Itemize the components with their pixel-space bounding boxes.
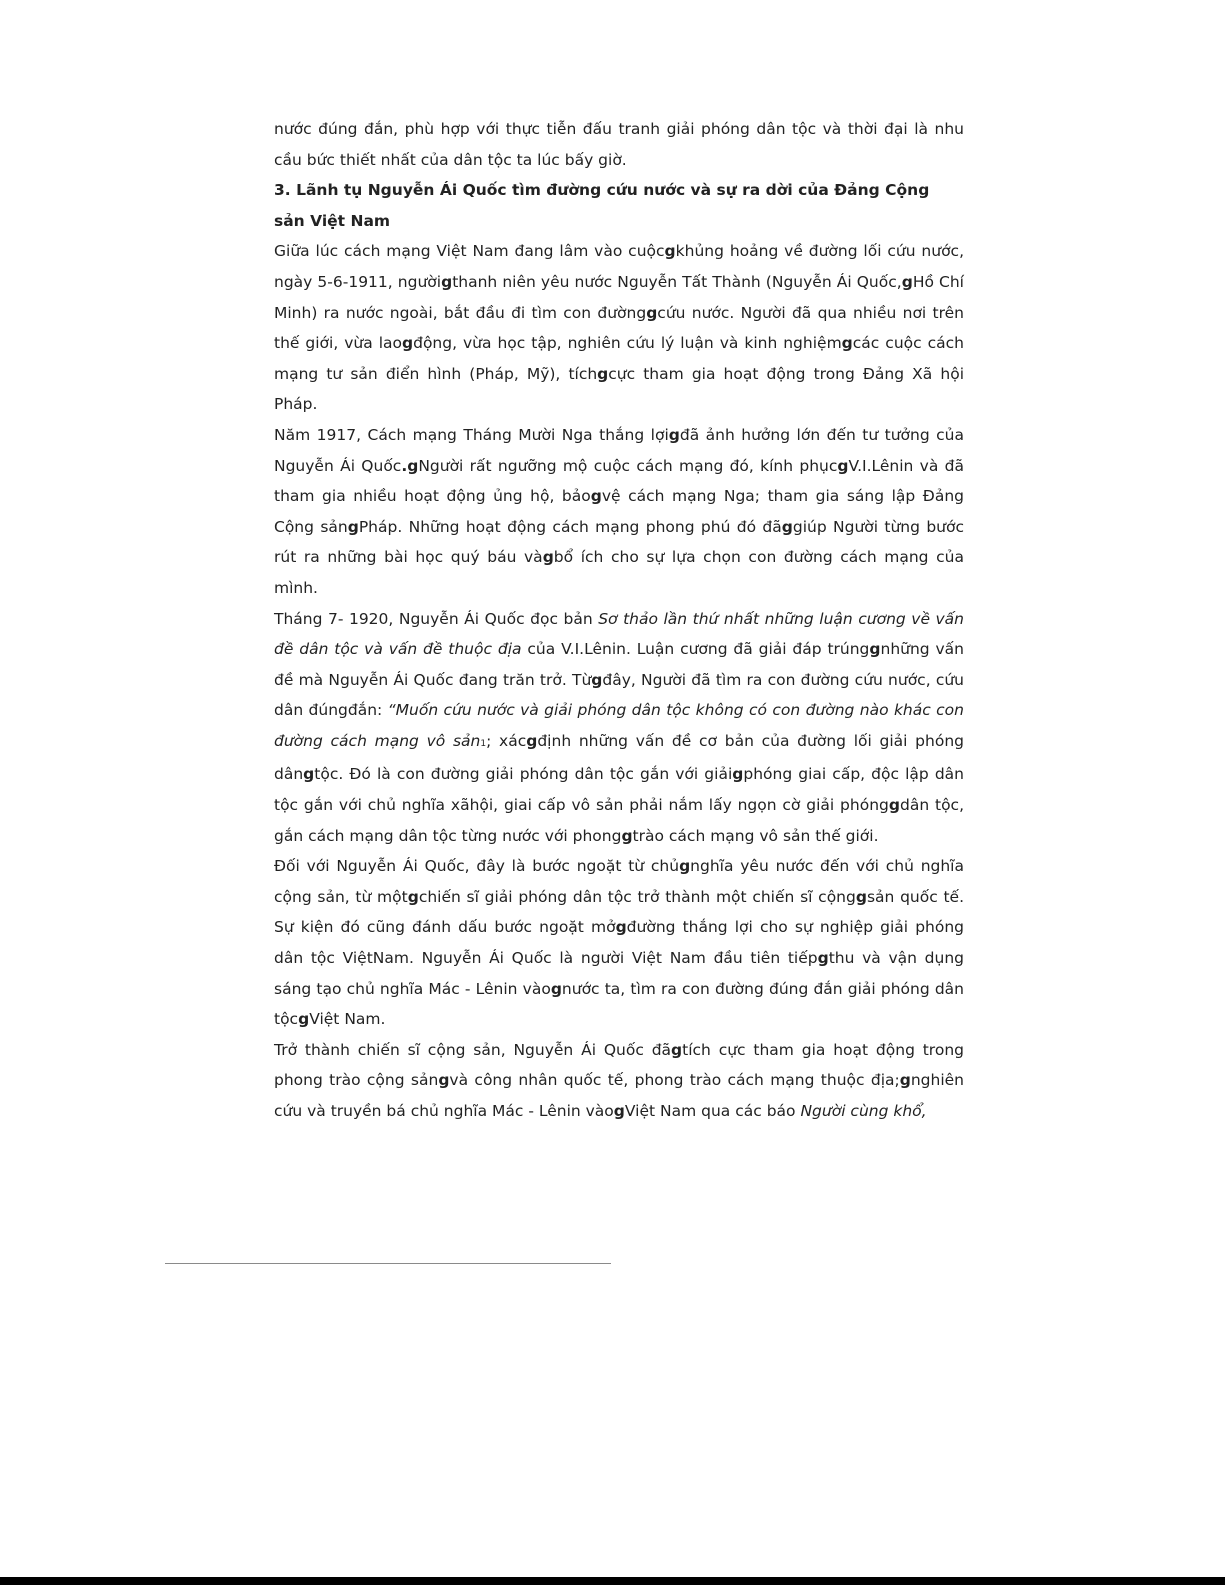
footnote-marker: 1 <box>480 738 487 749</box>
paragraph-communist-fighter: Trở thành chiến sĩ cộng sản, Nguyễn Ái Quốc đãgtích cực tham gia hoạt động trong phong trào cộng sảngvà công nhân quốc tế, phong trào cách mạng thuộc địa;gnghiên cứu và truyền bá chủ nghĩa Mác - Lênin vàogViệt Nam qua các báo Người cùng khổ, <box>274 1040 964 1120</box>
paragraph-intro-text: nước đúng đắn, phù hợp với thực tiễn đấu tranh giải phóng dân tộc và thời đại là nhu cầu bức thiết nhất của dân tộc ta lúc bấy giờ. <box>274 120 964 169</box>
page-bottom-edge <box>0 1577 1225 1585</box>
paragraph-turning-point: Đối với Nguyễn Ái Quốc, đây là bước ngoặt từ chủgnghĩa yêu nước đến với chủ nghĩa cộng sản, từ mộtgchiến sĩ giải phóng dân tộc trở thành một chiến sĩ cộnggsản quốc tế. Sự kiện đó cũng đánh dấu bước ngoặt mởgđường thắng lợi cho sự nghiệp giải phóng dân tộc ViệtNam. Nguyễn Ái Quốc là người Việt Nam đầu tiên tiếpgthu và vận dụng sáng tạo chủ nghĩa Mác - Lênin vàognước ta, tìm ra con đường đúng đắn giải phóng dân tộcgViệt Nam. <box>274 857 964 1029</box>
section-heading-text: 3. Lãnh tụ Nguyễn Ái Quốc tìm đường cứu nước và sự ra dời của Đảng Cộng sản Việt Nam <box>274 181 930 230</box>
document-page <box>274 114 964 1127</box>
paragraph-1911-journey: Giữa lúc cách mạng Việt Nam đang lâm vào cuộcgkhủng hoảng về đường lối cứu nước, ngày 5-6-1911, ngườigthanh niên yêu nước Nguyễn Tất Thành (Nguyễn Ái Quốc,gHồ Chí Minh) ra nước ngoài, bắt đầu đi tìm con đườnggcứu nước. Người đã qua nhiều nơi trên thế giới, vừa laogđộng, vừa học tập, nghiên cứu lý luận và kinh nghiệmgcác cuộc cách mạng tư sản điển hình (Pháp, Mỹ), tíchgcực tham gia hoạt động trong Đảng Xã hội Pháp. <box>274 242 964 414</box>
paragraph-intro <box>274 114 964 175</box>
section-heading <box>274 175 964 236</box>
footnote-separator <box>165 1263 611 1264</box>
paragraph-1917-revolution: Năm 1917, Cách mạng Tháng Mười Nga thắng lợigđã ảnh hưởng lớn đến tư tưởng của Nguyễn Ái Quốc.gNgười rất ngưỡng mộ cuộc cách mạng đó, kính phụcgV.I.Lênin và đã tham gia nhiều hoạt động ủng hộ, bảogvệ cách mạng Nga; tham gia sáng lập Đảng Cộng sảngPháp. Những hoạt động cách mạng phong phú đó đãggiúp Người từng bước rút ra những bài học quý báu vàgbổ ích cho sự lựa chọn con đường cách mạng của mình. <box>274 425 964 597</box>
paragraph-1920-theses: Tháng 7- 1920, Nguyễn Ái Quốc đọc bản Sơ thảo lần thứ nhất những luận cương về vấn đề dân tộc và vấn đề thuộc địa của V.I.Lênin. Luận cương đã giải đáp trúnggnhững vấn đề mà Nguyễn Ái Quốc đang trăn trở. Từgđây, Người đã tìm ra con đường cứu nước, cứu dân đúngđắn: “Muốn cứu nước và giải phóng dân tộc không có con đường nào khác con đường cách mạng vô sản1; xácgđịnh những vấn đề cơ bản của đường lối giải phóng dângtộc. Đó là con đường giải phóng dân tộc gắn với giảigphóng giai cấp, độc lập dân tộc gắn với chủ nghĩa xãhội, giai cấp vô sản phải nắm lấy ngọn cờ giải phónggdân tộc, gắn cách mạng dân tộc từng nước với phonggtrào cách mạng vô sản thế giới. <box>274 609 965 845</box>
